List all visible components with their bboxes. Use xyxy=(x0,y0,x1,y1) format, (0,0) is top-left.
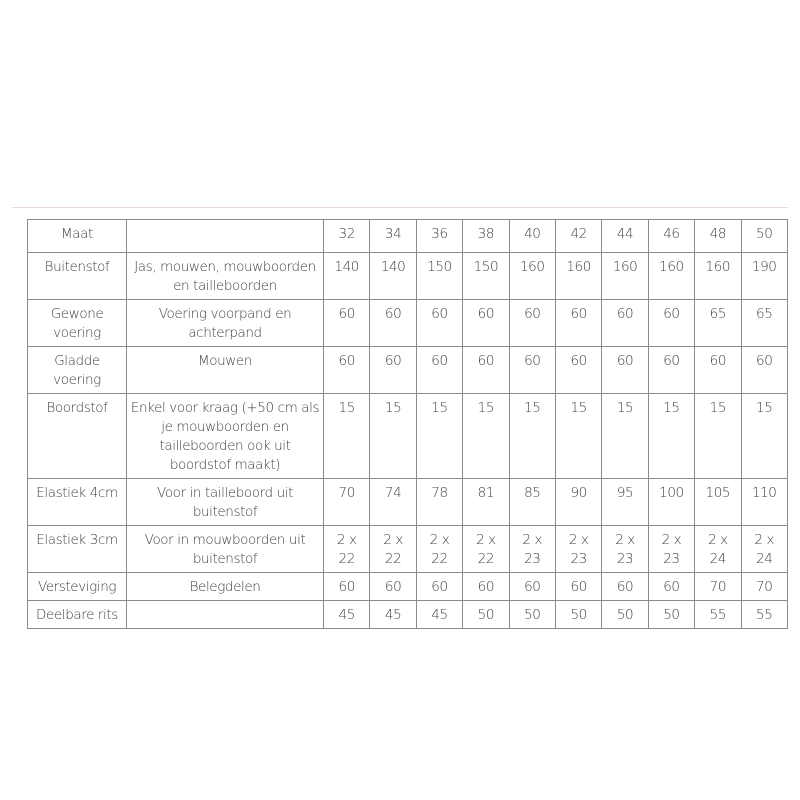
row-label: Elastiek 4cm xyxy=(28,479,127,526)
value-cell: 45 xyxy=(370,601,416,629)
value-cell: 60 xyxy=(509,573,555,601)
value-cell: 65 xyxy=(695,300,741,347)
value-cell: 55 xyxy=(741,601,787,629)
value-cell: 60 xyxy=(416,347,462,394)
value-cell: 150 xyxy=(416,253,462,300)
value-cell: 90 xyxy=(555,479,601,526)
value-cell: 15 xyxy=(416,394,462,479)
table-row xyxy=(28,479,788,526)
row-label: Elastiek 3cm xyxy=(28,526,127,573)
fabric-requirements-table xyxy=(27,219,788,629)
size-cell: 50 xyxy=(741,220,787,253)
value-cell: 15 xyxy=(648,394,694,479)
table-row xyxy=(28,526,788,573)
value-cell: 60 xyxy=(324,347,370,394)
row-label: Gewone voering xyxy=(28,300,127,347)
value-cell: 15 xyxy=(463,394,509,479)
size-header-row xyxy=(28,220,788,253)
value-cell: 15 xyxy=(695,394,741,479)
size-cell: 42 xyxy=(555,220,601,253)
value-cell: 60 xyxy=(370,573,416,601)
value-cell: 2 x 23 xyxy=(648,526,694,573)
row-description: Voering voorpand en achterpand xyxy=(127,300,324,347)
value-cell: 50 xyxy=(648,601,694,629)
value-cell: 15 xyxy=(509,394,555,479)
value-cell: 160 xyxy=(602,253,648,300)
value-cell: 60 xyxy=(509,300,555,347)
value-cell: 2 x 22 xyxy=(463,526,509,573)
size-cell: 40 xyxy=(509,220,555,253)
value-cell: 2 x 22 xyxy=(370,526,416,573)
table-row xyxy=(28,253,788,300)
value-cell: 50 xyxy=(602,601,648,629)
value-cell: 160 xyxy=(648,253,694,300)
value-cell: 2 x 24 xyxy=(741,526,787,573)
value-cell: 60 xyxy=(741,347,787,394)
row-description: Belegdelen xyxy=(127,573,324,601)
value-cell: 2 x 22 xyxy=(416,526,462,573)
value-cell: 60 xyxy=(555,347,601,394)
value-cell: 15 xyxy=(370,394,416,479)
row-description: Voor in mouwboorden uit buitenstof xyxy=(127,526,324,573)
value-cell: 95 xyxy=(602,479,648,526)
value-cell: 60 xyxy=(648,347,694,394)
value-cell: 45 xyxy=(416,601,462,629)
table-row xyxy=(28,347,788,394)
value-cell: 15 xyxy=(602,394,648,479)
size-cell: 38 xyxy=(463,220,509,253)
size-cell: 36 xyxy=(416,220,462,253)
value-cell: 60 xyxy=(324,573,370,601)
value-cell: 160 xyxy=(695,253,741,300)
table-row xyxy=(28,394,788,479)
value-cell: 60 xyxy=(555,300,601,347)
value-cell: 105 xyxy=(695,479,741,526)
value-cell: 65 xyxy=(741,300,787,347)
value-cell: 60 xyxy=(509,347,555,394)
row-description: Mouwen xyxy=(127,347,324,394)
value-cell: 15 xyxy=(741,394,787,479)
value-cell: 50 xyxy=(509,601,555,629)
row-description: Jas, mouwen, mouwboorden en tailleboorden xyxy=(127,253,324,300)
value-cell: 2 x 22 xyxy=(324,526,370,573)
value-cell: 50 xyxy=(555,601,601,629)
value-cell: 60 xyxy=(463,573,509,601)
value-cell: 60 xyxy=(370,347,416,394)
row-description: Enkel voor kraag (+50 cm als je mouwboorden en tailleboorden ook uit boordstof maakt) xyxy=(127,394,324,479)
table-row xyxy=(28,573,788,601)
value-cell: 150 xyxy=(463,253,509,300)
header-label: Maat xyxy=(28,220,127,253)
value-cell: 60 xyxy=(602,347,648,394)
value-cell: 60 xyxy=(602,300,648,347)
size-cell: 46 xyxy=(648,220,694,253)
value-cell: 2 x 23 xyxy=(602,526,648,573)
value-cell: 60 xyxy=(555,573,601,601)
size-cell: 34 xyxy=(370,220,416,253)
value-cell: 60 xyxy=(416,300,462,347)
value-cell: 60 xyxy=(602,573,648,601)
value-cell: 55 xyxy=(695,601,741,629)
value-cell: 70 xyxy=(324,479,370,526)
value-cell: 2 x 23 xyxy=(509,526,555,573)
row-label: Versteviging xyxy=(28,573,127,601)
value-cell: 15 xyxy=(555,394,601,479)
value-cell: 2 x 24 xyxy=(695,526,741,573)
value-cell: 140 xyxy=(370,253,416,300)
value-cell: 60 xyxy=(463,300,509,347)
value-cell: 160 xyxy=(509,253,555,300)
value-cell: 60 xyxy=(463,347,509,394)
value-cell: 2 x 23 xyxy=(555,526,601,573)
size-cell: 44 xyxy=(602,220,648,253)
value-cell: 100 xyxy=(648,479,694,526)
value-cell: 15 xyxy=(324,394,370,479)
value-cell: 60 xyxy=(416,573,462,601)
value-cell: 81 xyxy=(463,479,509,526)
row-label: Deelbare rits xyxy=(28,601,127,629)
row-label: Gladde voering xyxy=(28,347,127,394)
size-cell: 48 xyxy=(695,220,741,253)
value-cell: 60 xyxy=(324,300,370,347)
header-description xyxy=(127,220,324,253)
value-cell: 190 xyxy=(741,253,787,300)
value-cell: 50 xyxy=(463,601,509,629)
value-cell: 85 xyxy=(509,479,555,526)
value-cell: 140 xyxy=(324,253,370,300)
row-description: Voor in tailleboord uit buitenstof xyxy=(127,479,324,526)
size-cell: 32 xyxy=(324,220,370,253)
value-cell: 60 xyxy=(648,300,694,347)
value-cell: 160 xyxy=(555,253,601,300)
table-row xyxy=(28,300,788,347)
value-cell: 45 xyxy=(324,601,370,629)
row-label: Boordstof xyxy=(28,394,127,479)
value-cell: 78 xyxy=(416,479,462,526)
value-cell: 110 xyxy=(741,479,787,526)
value-cell: 60 xyxy=(648,573,694,601)
divider-line xyxy=(12,207,788,208)
value-cell: 70 xyxy=(741,573,787,601)
value-cell: 74 xyxy=(370,479,416,526)
value-cell: 60 xyxy=(370,300,416,347)
row-label: Buitenstof xyxy=(28,253,127,300)
row-description xyxy=(127,601,324,629)
value-cell: 60 xyxy=(695,347,741,394)
table-row xyxy=(28,601,788,629)
value-cell: 70 xyxy=(695,573,741,601)
